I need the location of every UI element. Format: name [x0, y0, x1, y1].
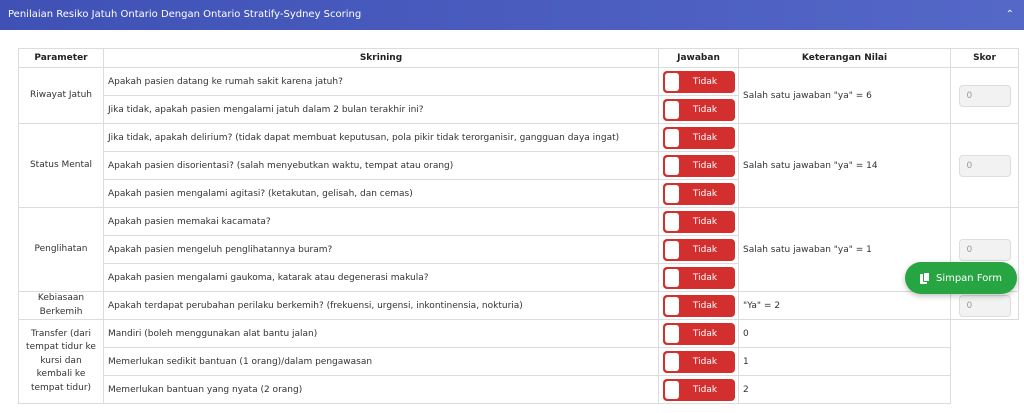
toggle-knob	[665, 101, 679, 119]
skor-input-kebiasaan-berkemih[interactable]	[959, 295, 1011, 317]
toggle-knob	[665, 353, 679, 371]
answer-label: Tidak	[692, 188, 718, 199]
question-text: Apakah pasien datang ke rumah sakit karena jatuh?	[104, 68, 659, 96]
table-row	[19, 320, 1019, 348]
answer-label: Tidak	[692, 244, 718, 255]
answer-toggle[interactable]	[663, 295, 735, 317]
toggle-knob	[665, 185, 679, 203]
answer-toggle[interactable]	[663, 127, 735, 149]
question-text: Apakah pasien mengeluh penglihatannya buram?	[104, 236, 659, 264]
answer-label: Tidak	[692, 356, 718, 367]
column-header-skrining: Skrining	[104, 49, 659, 68]
answer-toggle[interactable]	[663, 99, 735, 121]
simpan-form-button[interactable]	[905, 262, 1017, 294]
table-row	[19, 208, 1019, 236]
toggle-knob	[665, 73, 679, 91]
answer-toggle[interactable]	[663, 211, 735, 233]
risk-assessment-table	[18, 48, 1019, 404]
panel-header[interactable]	[0, 0, 1024, 30]
answer-label: Tidak	[692, 272, 718, 283]
answer-label: Tidak	[692, 76, 718, 87]
answer-label: Tidak	[692, 328, 718, 339]
question-text: Apakah terdapat perubahan perilaku berkemih? (frekuensi, urgensi, inkontinensia, nokturia)	[104, 292, 659, 320]
parameter-penglihatan: Penglihatan	[19, 208, 104, 292]
parameter-kebiasaan-berkemih: Kebiasaan Berkemih	[19, 292, 104, 320]
form-table-container	[18, 48, 1018, 404]
question-text: Mandiri (boleh menggunakan alat bantu jalan)	[104, 320, 659, 348]
column-header-parameter: Parameter	[19, 49, 104, 68]
answer-toggle[interactable]	[663, 379, 735, 401]
question-text: Apakah pasien mengalami gaukoma, katarak atau degenerasi makula?	[104, 264, 659, 292]
chevron-up-icon[interactable]: ⌃	[1005, 9, 1014, 20]
toggle-knob	[665, 381, 679, 399]
column-header-keterangan: Keterangan Nilai	[739, 49, 951, 68]
table-row	[19, 124, 1019, 152]
answer-label: Tidak	[692, 216, 718, 227]
question-text: Memerlukan sedikit bantuan (1 orang)/dalam pengawasan	[104, 348, 659, 376]
parameter-transfer: Transfer (dari tempat tidur ke kursi dan kembali ke tempat tidur)	[19, 320, 104, 404]
question-text: Apakah pasien disorientasi? (salah menyebutkan waktu, tempat atau orang)	[104, 152, 659, 180]
copy-icon	[920, 272, 930, 284]
parameter-status-mental: Status Mental	[19, 124, 104, 208]
keterangan-status-mental: Salah satu jawaban "ya" = 14	[739, 124, 951, 208]
keterangan-kebiasaan-berkemih: "Ya" = 2	[739, 292, 951, 320]
toggle-knob	[665, 297, 679, 315]
toggle-knob	[665, 129, 679, 147]
skor-empty-cell	[951, 320, 1019, 404]
question-text: Apakah pasien mengalami agitasi? (ketakutan, gelisah, dan cemas)	[104, 180, 659, 208]
keterangan-riwayat-jatuh: Salah satu jawaban "ya" = 6	[739, 68, 951, 124]
answer-label: Tidak	[692, 160, 718, 171]
answer-toggle[interactable]	[663, 183, 735, 205]
table-header-row	[19, 49, 1019, 68]
answer-toggle[interactable]	[663, 239, 735, 261]
question-text: Apakah pasien memakai kacamata?	[104, 208, 659, 236]
table-row	[19, 348, 1019, 376]
toggle-knob	[665, 213, 679, 231]
keterangan-nilai: 2	[739, 376, 951, 404]
toggle-knob	[665, 241, 679, 259]
skor-input-status-mental[interactable]	[959, 155, 1011, 177]
column-header-jawaban: Jawaban	[659, 49, 739, 68]
answer-label: Tidak	[692, 300, 718, 311]
answer-label: Tidak	[692, 132, 718, 143]
question-text: Jika tidak, apakah delirium? (tidak dapat membuat keputusan, pola pikir tidak terorganisir, gangguan daya ingat)	[104, 124, 659, 152]
panel-title: Penilaian Resiko Jatuh Ontario Dengan Ontario Stratify-Sydney Scoring	[8, 9, 362, 20]
answer-toggle[interactable]	[663, 267, 735, 289]
toggle-knob	[665, 325, 679, 343]
answer-label: Tidak	[692, 384, 718, 395]
question-text: Jika tidak, apakah pasien mengalami jatuh dalam 2 bulan terakhir ini?	[104, 96, 659, 124]
answer-label: Tidak	[692, 104, 718, 115]
toggle-knob	[665, 157, 679, 175]
column-header-skor: Skor	[951, 49, 1019, 68]
answer-toggle[interactable]	[663, 155, 735, 177]
table-row	[19, 68, 1019, 96]
answer-toggle[interactable]	[663, 71, 735, 93]
simpan-form-label: Simpan Form	[935, 272, 1003, 284]
table-row	[19, 376, 1019, 404]
skor-input-penglihatan[interactable]	[959, 239, 1011, 261]
keterangan-penglihatan: Salah satu jawaban "ya" = 1	[739, 208, 951, 292]
question-text: Memerlukan bantuan yang nyata (2 orang)	[104, 376, 659, 404]
toggle-knob	[665, 269, 679, 287]
answer-toggle[interactable]	[663, 351, 735, 373]
keterangan-nilai: 1	[739, 348, 951, 376]
keterangan-nilai: 0	[739, 320, 951, 348]
skor-input-riwayat-jatuh[interactable]	[959, 85, 1011, 107]
parameter-riwayat-jatuh: Riwayat Jatuh	[19, 68, 104, 124]
answer-toggle[interactable]	[663, 323, 735, 345]
table-row	[19, 292, 1019, 320]
